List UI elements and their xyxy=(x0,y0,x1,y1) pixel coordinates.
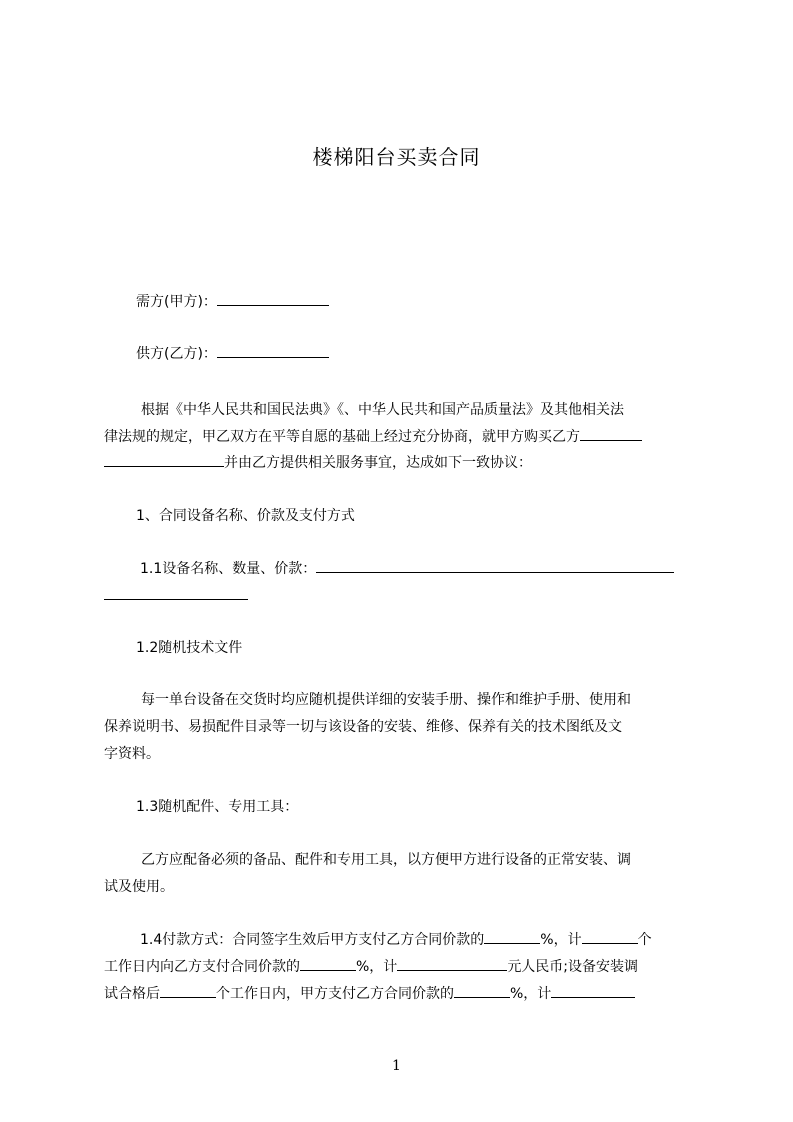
percent-blank-3 xyxy=(454,984,510,998)
item-1-3-line-1: 乙方应配备必须的备品、配件和专用工具，以方便甲方进行设备的正常安装、调 xyxy=(141,852,631,868)
product-blank-start xyxy=(580,427,642,441)
preamble-line-1: 根据《中华人民共和国民法典》《、中华人民共和国产品质量法》及其他相关法 xyxy=(141,402,624,418)
percent-blank-2 xyxy=(300,957,356,971)
item-1-1-line xyxy=(140,558,674,580)
buyer-label: 需方(甲方)： xyxy=(136,294,217,310)
amount-blank-1 xyxy=(397,957,507,971)
days-blank-1 xyxy=(582,930,638,944)
seller-line xyxy=(136,343,329,365)
item-1-2-line-3: 字资料。 xyxy=(104,746,160,762)
document-title: 楼梯阳台买卖合同 xyxy=(312,145,481,169)
item-1-3-line-2: 试及使用。 xyxy=(104,879,174,895)
seller-blank xyxy=(217,344,329,358)
item-1-4-text-b: %，计 xyxy=(540,932,582,948)
buyer-line xyxy=(136,291,329,313)
item-1-2-line-1: 每一单台设备在交货时均应随机提供详细的安装手册、操作和维护手册、使用和 xyxy=(141,692,631,708)
item-1-4-text-e: %，计 xyxy=(356,959,398,975)
item-1-1-blank-continued xyxy=(104,586,248,600)
preamble-line-3 xyxy=(104,452,532,474)
item-1-4-text-f: 元人民币;设备安装调 xyxy=(507,959,639,975)
preamble-line-2 xyxy=(104,426,642,448)
item-1-1-label: 1.1设备名称、数量、价款： xyxy=(140,561,317,577)
product-blank-end xyxy=(104,453,224,467)
percent-blank-1 xyxy=(484,930,540,944)
item-1-2-heading: 1.2随机技术文件 xyxy=(136,640,243,656)
item-1-2-line-2: 保养说明书、易损配件目录等一切与该设备的安装、维修、保养有关的技术图纸及文 xyxy=(104,719,622,735)
item-1-3-heading: 1.3随机配件、专用工具： xyxy=(136,799,299,815)
item-1-4-line-2 xyxy=(104,956,638,978)
days-blank-2 xyxy=(160,984,216,998)
item-1-4-text-g: 试合格后 xyxy=(104,986,160,1002)
item-1-4-text-c: 个 xyxy=(637,932,652,948)
page-number: 1 xyxy=(392,1058,401,1074)
item-1-4-line-1 xyxy=(140,929,652,951)
preamble-line-2-text: 律法规的规定，甲乙双方在平等自愿的基础上经过充分协商，就甲方购买乙方 xyxy=(104,429,580,445)
item-1-4-text-a: 1.4付款方式：合同签字生效后甲方支付乙方合同价款的 xyxy=(140,932,485,948)
item-1-1-continuation xyxy=(104,585,248,607)
seller-label: 供方(乙方)： xyxy=(136,346,217,362)
item-1-4-text-h: 个工作日内，甲方支付乙方合同价款的 xyxy=(216,986,454,1002)
amount-blank-2 xyxy=(551,984,635,998)
preamble-line-3-text: 并由乙方提供相关服务事宜，达成如下一致协议： xyxy=(224,455,532,471)
item-1-4-text-i: %，计 xyxy=(510,986,552,1002)
item-1-1-blank xyxy=(316,559,674,573)
item-1-4-line-3 xyxy=(104,983,635,1005)
buyer-blank xyxy=(217,292,329,306)
item-1-4-text-d: 工作日内向乙方支付合同价款的 xyxy=(104,959,300,975)
section-1-heading: 1、合同设备名称、价款及支付方式 xyxy=(136,508,355,524)
